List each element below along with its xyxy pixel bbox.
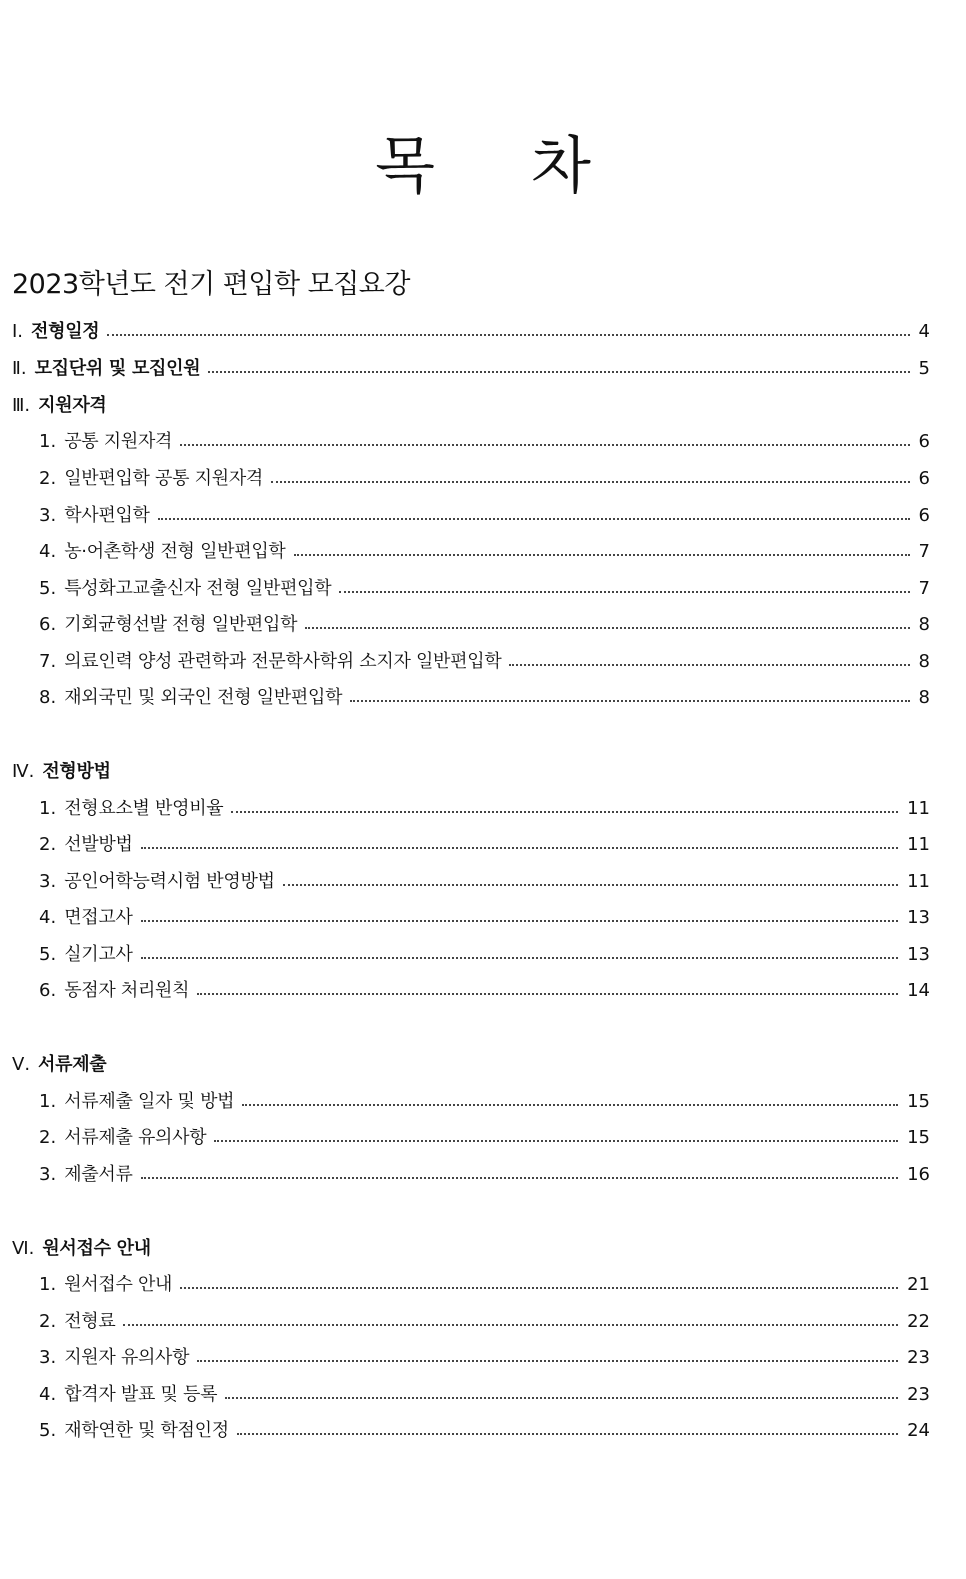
toc-number: 6.	[39, 614, 57, 635]
toc-page-number: 14	[907, 980, 930, 1001]
toc-label: 지원자격	[38, 395, 107, 416]
dotted-leader	[197, 993, 898, 995]
toc-label: 원서접수 안내	[42, 1238, 151, 1259]
toc-item-row[interactable]	[0, 575, 966, 603]
dotted-leader	[208, 371, 910, 373]
toc-label: 지원자 유의사항	[64, 1347, 190, 1368]
dotted-leader	[225, 1397, 898, 1399]
toc-page-number: 16	[907, 1164, 930, 1185]
toc-page-number: 23	[907, 1384, 930, 1405]
dotted-leader	[339, 591, 910, 593]
toc-number: 1.	[39, 1274, 57, 1295]
toc-page-number: 8	[918, 651, 930, 672]
toc-label: 일반편입학 공통 지원자격	[64, 468, 263, 489]
toc-page-number: 7	[918, 578, 930, 599]
toc-number: 1.	[39, 1091, 57, 1112]
toc-item-row[interactable]	[0, 977, 966, 1005]
toc-number: Ⅵ.	[12, 1238, 35, 1259]
toc-item-row[interactable]	[0, 831, 966, 859]
dotted-leader	[214, 1140, 898, 1142]
toc-page-number: 22	[907, 1311, 930, 1332]
toc-label: 공통 지원자격	[64, 431, 173, 452]
toc-number: 2.	[39, 468, 57, 489]
dotted-leader	[509, 664, 910, 666]
toc-number: 3.	[39, 1164, 57, 1185]
toc-label: 재외국민 및 외국인 전형 일반편입학	[64, 687, 343, 708]
toc-label: 전형방법	[42, 761, 111, 782]
toc-label: 특성화고교출신자 전형 일반편입학	[64, 578, 332, 599]
dotted-leader	[271, 481, 910, 483]
toc-page-number: 13	[907, 907, 930, 928]
toc-number: 8.	[39, 687, 57, 708]
toc-label: 기회균형선발 전형 일반편입학	[64, 614, 298, 635]
toc-section-row[interactable]	[0, 318, 966, 346]
toc-section-row[interactable]	[0, 1235, 966, 1263]
toc-item-row[interactable]	[0, 1161, 966, 1189]
toc-number: 1.	[39, 431, 57, 452]
toc-page-number: 23	[907, 1347, 930, 1368]
toc-label: 선발방법	[64, 834, 133, 855]
toc-label: 학사편입학	[64, 505, 150, 526]
dotted-leader	[350, 700, 910, 702]
toc-item-row[interactable]	[0, 465, 966, 493]
toc-label: 의료인력 양성 관련학과 전문학사학위 소지자 일반편입학	[64, 651, 502, 672]
toc-item-row[interactable]	[0, 684, 966, 712]
toc-item-row[interactable]	[0, 1124, 966, 1152]
toc-page-number: 11	[907, 798, 930, 819]
toc-number: 3.	[39, 505, 57, 526]
toc-label: 모집단위 및 모집인원	[34, 358, 201, 379]
page-title	[0, 128, 966, 204]
toc-label: 제출서류	[64, 1164, 133, 1185]
toc-label: 전형요소별 반영비율	[64, 798, 224, 819]
toc-section-row[interactable]	[0, 392, 966, 420]
toc-number: 5.	[39, 944, 57, 965]
toc-number: 4.	[39, 1384, 57, 1405]
toc-number: 3.	[39, 871, 57, 892]
toc-number: Ⅳ.	[12, 761, 35, 782]
dotted-leader	[141, 1177, 898, 1179]
toc-number: 4.	[39, 907, 57, 928]
toc-item-row[interactable]	[0, 1308, 966, 1336]
dotted-leader	[242, 1104, 898, 1106]
toc-page-number: 4	[918, 321, 930, 342]
toc-page-number: 11	[907, 834, 930, 855]
toc-page-number: 6	[918, 468, 930, 489]
dotted-leader	[141, 847, 898, 849]
dotted-leader	[197, 1360, 898, 1362]
toc-number: Ⅰ.	[12, 321, 24, 342]
toc-item-row[interactable]	[0, 1381, 966, 1409]
toc-number: 2.	[39, 1311, 57, 1332]
toc-label: 원서접수 안내	[64, 1274, 173, 1295]
toc-number: Ⅱ.	[12, 358, 27, 379]
page-title-second: 차	[531, 129, 591, 202]
toc-label: 실기고사	[64, 944, 133, 965]
toc-label: 서류제출 일자 및 방법	[64, 1091, 235, 1112]
toc-item-row[interactable]	[0, 904, 966, 932]
toc-label: 합격자 발표 및 등록	[64, 1384, 218, 1405]
toc-number: Ⅲ.	[12, 395, 31, 416]
toc-item-row[interactable]	[0, 795, 966, 823]
toc-page-number: 11	[907, 871, 930, 892]
dotted-leader	[141, 957, 898, 959]
dotted-leader	[283, 884, 898, 886]
dotted-leader	[294, 554, 910, 556]
toc-label: 농·어촌학생 전형 일반편입학	[64, 541, 286, 562]
toc-page-number: 13	[907, 944, 930, 965]
toc-item-row[interactable]	[0, 1344, 966, 1372]
toc-label: 전형료	[64, 1311, 116, 1332]
toc-number: 2.	[39, 834, 57, 855]
toc-label: 공인어학능력시험 반영방법	[64, 871, 275, 892]
toc-item-row[interactable]	[0, 868, 966, 896]
page-title-first: 목	[375, 129, 435, 202]
toc-number: 4.	[39, 541, 57, 562]
dotted-leader	[158, 518, 910, 520]
dotted-leader	[305, 627, 910, 629]
dotted-leader	[237, 1433, 898, 1435]
toc-section-row[interactable]	[0, 355, 966, 383]
toc-number: 5.	[39, 578, 57, 599]
toc-number: 1.	[39, 798, 57, 819]
toc-page-number: 15	[907, 1091, 930, 1112]
toc-page-number: 15	[907, 1127, 930, 1148]
toc-item-row[interactable]	[0, 1271, 966, 1299]
toc-item-row[interactable]	[0, 1417, 966, 1445]
toc-item-row[interactable]	[0, 538, 966, 566]
toc-page-number: 8	[918, 687, 930, 708]
toc-item-row[interactable]	[0, 428, 966, 456]
toc-label: 전형일정	[31, 321, 100, 342]
toc-label: 재학연한 및 학점인정	[64, 1420, 229, 1441]
toc-page-number: 8	[918, 614, 930, 635]
toc-item-row[interactable]	[0, 611, 966, 639]
toc-label: 동점자 처리원칙	[64, 980, 190, 1001]
toc-number: 3.	[39, 1347, 57, 1368]
toc-item-row[interactable]	[0, 648, 966, 676]
toc-item-row[interactable]	[0, 941, 966, 969]
toc-number: 7.	[39, 651, 57, 672]
dotted-leader	[231, 811, 898, 813]
toc-number: 5.	[39, 1420, 57, 1441]
toc-page-number: 5	[918, 358, 930, 379]
toc-number: 6.	[39, 980, 57, 1001]
dotted-leader	[123, 1324, 898, 1326]
dotted-leader	[107, 334, 910, 336]
toc-page-number: 7	[918, 541, 930, 562]
toc-item-row[interactable]	[0, 1088, 966, 1116]
toc-number: Ⅴ.	[12, 1054, 31, 1075]
toc-label: 서류제출 유의사항	[64, 1127, 207, 1148]
dotted-leader	[180, 444, 910, 446]
toc-page-number: 21	[907, 1274, 930, 1295]
toc-page-number: 6	[918, 505, 930, 526]
toc-page-number: 6	[918, 431, 930, 452]
document-heading: 2023학년도 전기 편입학 모집요강	[12, 269, 410, 300]
toc-section-row[interactable]	[0, 758, 966, 786]
dotted-leader	[180, 1287, 898, 1289]
toc-section-row[interactable]	[0, 1051, 966, 1079]
toc-number: 2.	[39, 1127, 57, 1148]
dotted-leader	[141, 920, 898, 922]
toc-item-row[interactable]	[0, 502, 966, 530]
toc-page-number: 24	[907, 1420, 930, 1441]
toc-label: 서류제출	[38, 1054, 107, 1075]
toc-label: 면접고사	[64, 907, 133, 928]
